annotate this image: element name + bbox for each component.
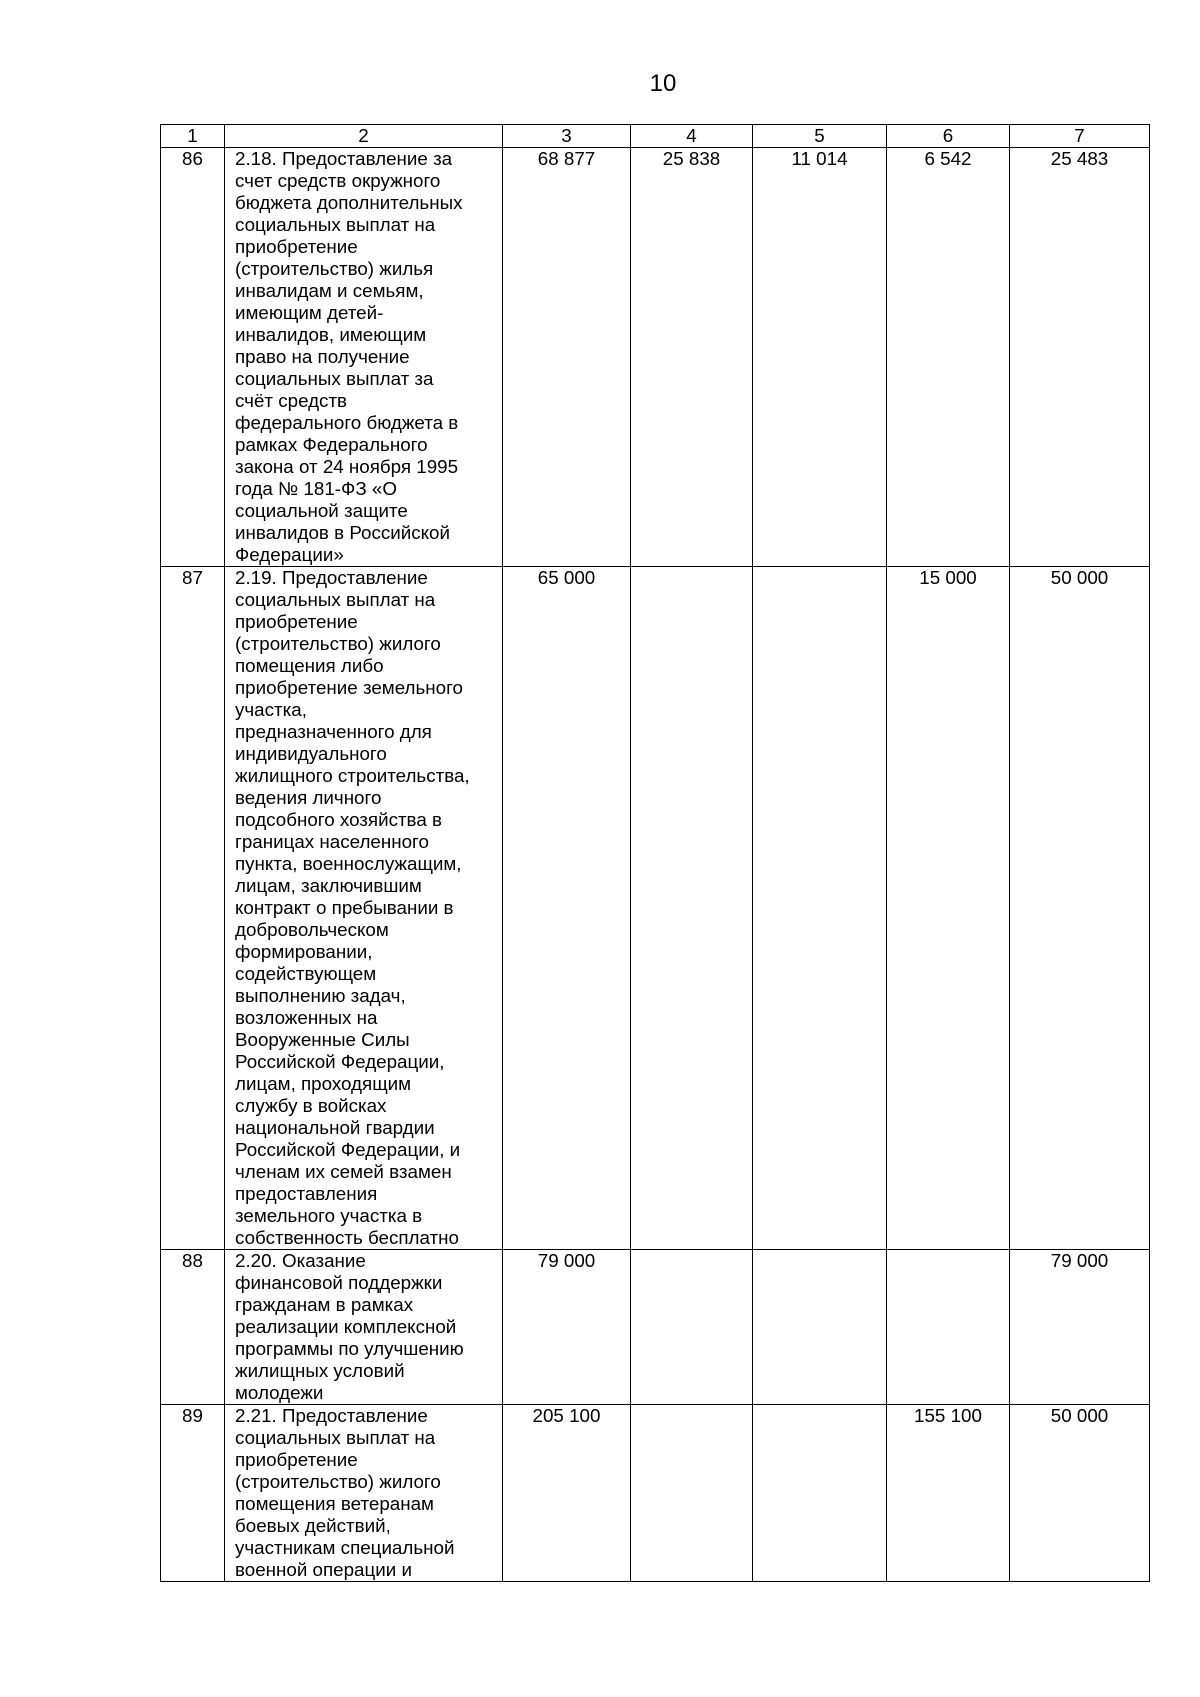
column-header-7: 7 (1010, 125, 1150, 148)
row-description-text: 2.19. Предоставление социальных выплат на приобретение (строительство) жилого помещения либо приобретение земельного участка, предназначенного для индивидуального жилищного строительства, ведения личного подсобного хозяйства в границах населенного пункта, военнослужащим, лицам, заключившим контракт о пребывании в добровольческом формировании, содействующем выполнению задач, возложенных на Вооруженные Силы Российской Федерации, лицам, проходящим службу в войсках национальной гвардии Российской Федерации, и членам их семей взамен предоставления земельного участка в собственность бесплатно (235, 567, 470, 1248)
table-row (161, 567, 1150, 1250)
row-description-text: 2.21. Предоставление социальных выплат на приобретение (строительство) жилого помещения ветеранам боевых действий, участникам специальной военной операции и (235, 1405, 455, 1580)
row-number: 87 (161, 567, 225, 1250)
value-col-7: 50 000 (1010, 567, 1150, 1250)
value-col-4: 25 838 (631, 148, 753, 567)
value-col-7: 25 483 (1010, 148, 1150, 567)
table-row (161, 1405, 1150, 1582)
value-col-5 (753, 1250, 887, 1405)
value-col-6: 15 000 (887, 567, 1010, 1250)
value-col-6: 155 100 (887, 1405, 1010, 1582)
value-col-7: 50 000 (1010, 1405, 1150, 1582)
column-header-5: 5 (753, 125, 887, 148)
column-header-4: 4 (631, 125, 753, 148)
value-col-4 (631, 567, 753, 1250)
value-col-5 (753, 567, 887, 1250)
row-number: 86 (161, 148, 225, 567)
value-col-5: 11 014 (753, 148, 887, 567)
value-col-3: 65 000 (503, 567, 631, 1250)
value-col-4 (631, 1405, 753, 1582)
row-description-text: 2.18. Предоставление за счет средств окружного бюджета дополнительных социальных выплат на приобретение (строительство) жилья инвалидам и семьям, имеющим детей- инвалидов, имеющим право на получение социальных выплат за счёт средств федерального бюджета в рамках Федерального закона от 24 ноября 1995 года № 181-ФЗ «О социальной защите инвалидов в Российской Федерации» (235, 148, 463, 565)
row-description (225, 1250, 503, 1405)
value-col-3: 68 877 (503, 148, 631, 567)
table-row (161, 148, 1150, 567)
table-row (161, 1250, 1150, 1405)
page-number: 10 (649, 70, 677, 97)
value-col-7: 79 000 (1010, 1250, 1150, 1405)
value-col-4 (631, 1250, 753, 1405)
row-description (225, 1405, 503, 1582)
column-header-1: 1 (161, 125, 225, 148)
row-description (225, 567, 503, 1250)
column-header-3: 3 (503, 125, 631, 148)
value-col-3: 205 100 (503, 1405, 631, 1582)
value-col-5 (753, 1405, 887, 1582)
row-description (225, 148, 503, 567)
row-description-text: 2.20. Оказание финансовой поддержки гражданам в рамках реализации комплексной программы по улучшению жилищных условий молодежи (235, 1250, 464, 1403)
budget-table (160, 124, 1150, 1582)
value-col-3: 79 000 (503, 1250, 631, 1405)
column-header-2: 2 (225, 125, 503, 148)
row-number: 89 (161, 1405, 225, 1582)
row-number: 88 (161, 1250, 225, 1405)
header-row (161, 125, 1150, 148)
value-col-6: 6 542 (887, 148, 1010, 567)
value-col-6 (887, 1250, 1010, 1405)
column-header-6: 6 (887, 125, 1010, 148)
